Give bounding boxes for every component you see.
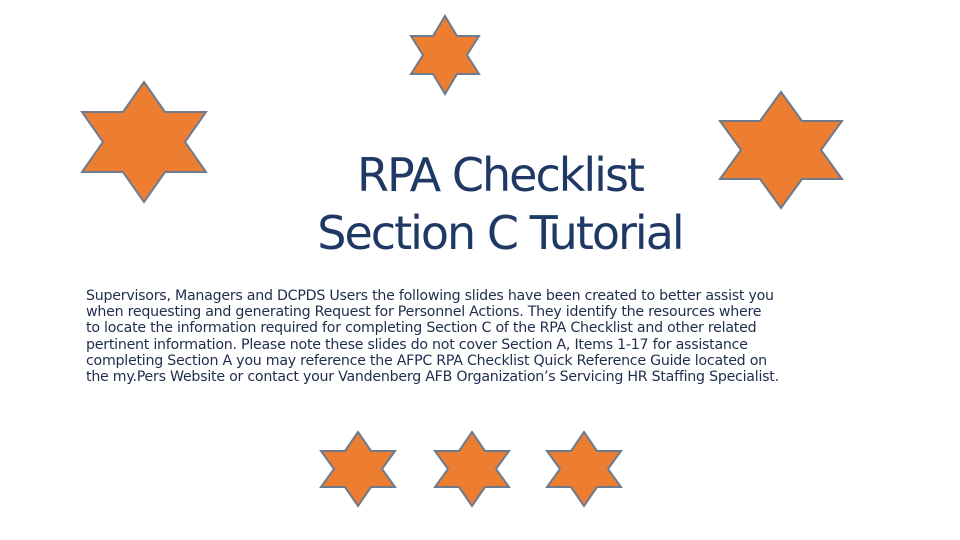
paragraph-line: to locate the information required for completing Section C of the RPA Checklist and other related — [86, 320, 757, 337]
star-icon-bottom-right — [545, 430, 623, 508]
intro-paragraph — [86, 288, 916, 385]
slide-title — [220, 146, 780, 262]
star-icon-upper-left — [80, 80, 208, 204]
star-icon-bottom-middle — [433, 430, 511, 508]
star-icon-bottom-left — [319, 430, 397, 508]
paragraph-line: the my.Pers Website or contact your Vandenberg AFB Organization’s Servicing HR Staffing Specialist. — [86, 369, 779, 386]
paragraph-line: pertinent information. Please note these slides do not cover Section A, Items 1-17 for assistance — [86, 336, 748, 353]
title-line: RPA Checklist — [357, 148, 643, 202]
title-line: Section C Tutorial — [317, 206, 683, 260]
paragraph-line: completing Section A you may reference the AFPC RPA Checklist Quick Reference Guide located on — [86, 352, 767, 369]
paragraph-line: Supervisors, Managers and DCPDS Users the following slides have been created to better assist you — [86, 288, 774, 304]
star-icon-top — [409, 14, 481, 96]
paragraph-line: when requesting and generating Request for Personnel Actions. They identify the resources where — [86, 304, 762, 321]
